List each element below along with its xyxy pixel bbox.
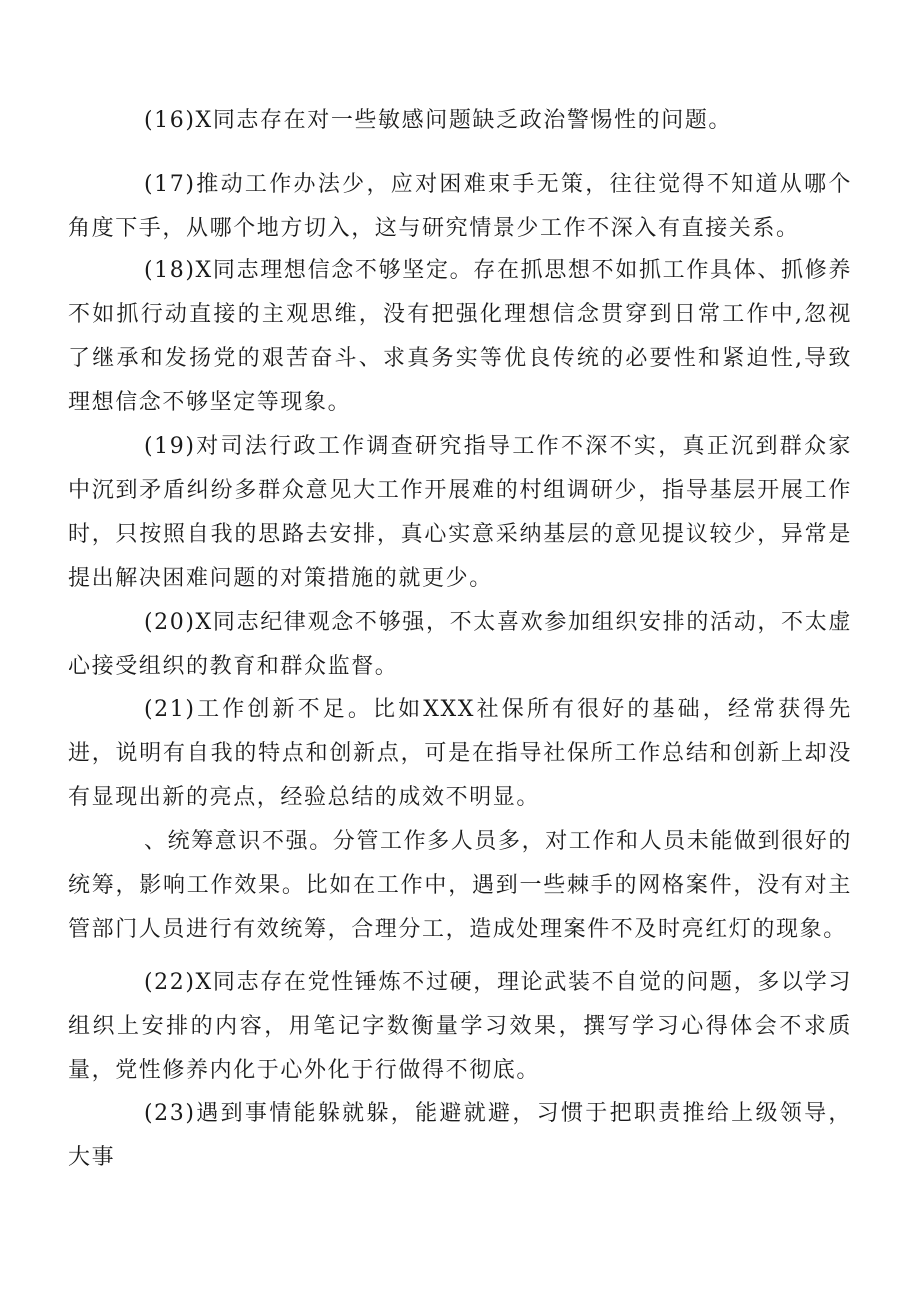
paragraph-19: (19)对司法行政工作调查研究指导工作不深不实，真正沉到群众家中沉到矛盾纠纷多群众意见大工作开展难的村组调研少，指导基层开展工作时，只按照自我的思路去安排，真心实意采纳基层的意见提议较少，异常是提出解决困难问题的对策措施的就更少。 [68,434,852,591]
paragraph-23: (23)遇到事情能躲就躲，能避就避，习惯于把职责推给上级领导，大事 [68,1101,852,1170]
paragraph-16: (16)X同志存在对一些敏感问题缺乏政治警惕性的问题。 [144,108,733,133]
paragraph-22: (22)X同志存在党性锤炼不过硬，理论武装不自觉的问题，多以学习组织上安排的内容，用笔记字数衡量学习效果，撰写学习心得体会不求质量，党性修养内化于心外化于行做得不彻底。 [68,970,852,1083]
paragraph-coordination: 、统筹意识不强。分管工作多人员多，对工作和人员未能做到很好的统筹，影响工作效果。比如在工作中，遇到一些棘手的网格案件，没有对主管部门人员进行有效统筹，合理分工，造成处理案件不及时亮红灯的现象。 [68,829,853,942]
paragraph-20: (20)X同志纪律观念不够强，不太喜欢参加组织安排的活动，不太虚心接受组织的教育和群众监督。 [68,610,852,679]
paragraph-18: (18)X同志理想信念不够坚定。存在抓思想不如抓工作具体、抓修养不如抓行动直接的主观思维，没有把强化理想信念贯穿到日常工作中,忽视了继承和发扬党的艰苦奋斗、求真务实等优良传统的必要性和紧迫性,导致理想信念不够坚定等现象。 [68,258,852,415]
paragraph-17: (17)推动工作办法少，应对困难束手无策，往往觉得不知道从哪个角度下手，从哪个地方切入，这与研究情景少工作不深入有直接关系。 [68,172,852,241]
paragraph-21: (21)工作创新不足。比如XXX社保所有很好的基础，经常获得先进，说明有自我的特点和创新点，可是在指导社保所工作总结和创新上却没有显现出新的亮点，经验总结的成效不明显。 [68,697,852,810]
